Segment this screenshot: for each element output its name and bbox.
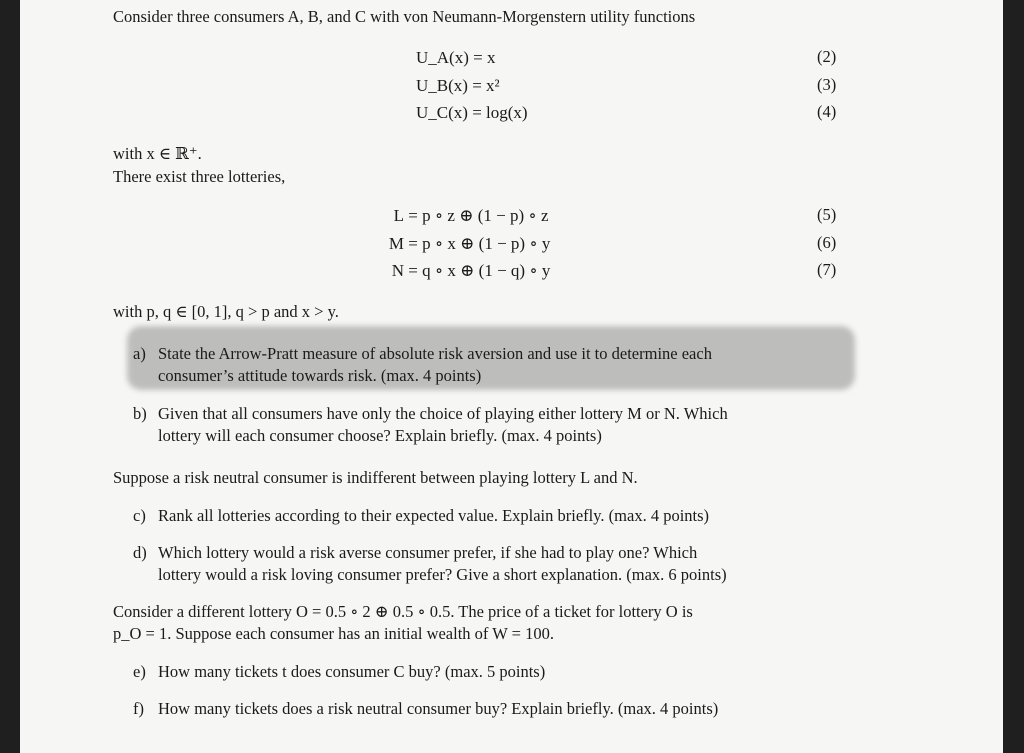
equation-number: (3)	[817, 75, 837, 94]
equation-number: (4)	[817, 102, 837, 121]
question-b-line1: Given that all consumers have only the choice of playing either lottery M or N. Which	[158, 404, 728, 423]
equation-uc: U_C(x) = log(x)	[416, 103, 528, 122]
question-label: f)	[133, 699, 144, 718]
equation-number: (2)	[817, 47, 837, 66]
lottery-o-line1: Consider a different lottery O = 0.5 ∘ 2 ⊕ 0.5 ∘ 0.5. The price of a ticket for lottery O is	[113, 602, 693, 621]
lottery-o-line2: p_O = 1. Suppose each consumer has an initial wealth of W = 100.	[113, 624, 554, 643]
question-label: d)	[133, 543, 147, 562]
equation-number: (7)	[817, 260, 837, 279]
document-page	[20, 0, 1003, 753]
question-e-line1: How many tickets t does consumer C buy? (max. 5 points)	[158, 662, 546, 681]
question-label: b)	[133, 404, 147, 423]
question-a-line2: consumer’s attitude towards risk. (max. 4 points)	[158, 366, 482, 385]
equation-l: L = p ∘ z ⊕ (1 − p) ∘ z	[393, 206, 549, 225]
equation-ua: U_A(x) = x	[416, 48, 496, 67]
question-a-line1: State the Arrow-Pratt measure of absolute risk aversion and use it to determine each	[158, 344, 712, 363]
question-c-line1: Rank all lotteries according to their expected value. Explain briefly. (max. 4 points)	[158, 506, 710, 525]
question-d-line2: lottery would a risk loving consumer prefer? Give a short explanation. (max. 6 points)	[158, 565, 727, 584]
equation-n: N = q ∘ x ⊕ (1 − q) ∘ y	[391, 261, 551, 280]
intro-text: Consider three consumers A, B, and C with von Neumann-Morgenstern utility functions	[113, 7, 696, 26]
question-label: c)	[133, 506, 146, 525]
domain-text: with x ∈ ℝ⁺.	[113, 144, 202, 163]
question-d-line1: Which lottery would a risk averse consumer prefer, if she had to play one? Which	[158, 543, 698, 562]
lotteries-intro: There exist three lotteries,	[113, 167, 286, 186]
question-f-line1: How many tickets does a risk neutral consumer buy? Explain briefly. (max. 4 points)	[158, 699, 719, 718]
equation-m: M = p ∘ x ⊕ (1 − p) ∘ y	[388, 234, 551, 253]
equation-number: (6)	[817, 233, 837, 252]
equation-ub: U_B(x) = x²	[416, 76, 500, 95]
suppose-text: Suppose a risk neutral consumer is indifferent between playing lottery L and N.	[113, 468, 638, 487]
question-label: e)	[133, 662, 146, 681]
conditions-text: with p, q ∈ [0, 1], q > p and x > y.	[113, 302, 339, 321]
equation-number: (5)	[817, 205, 837, 224]
question-label: a)	[133, 344, 146, 363]
question-b-line2: lottery will each consumer choose? Explain briefly. (max. 4 points)	[158, 426, 602, 445]
